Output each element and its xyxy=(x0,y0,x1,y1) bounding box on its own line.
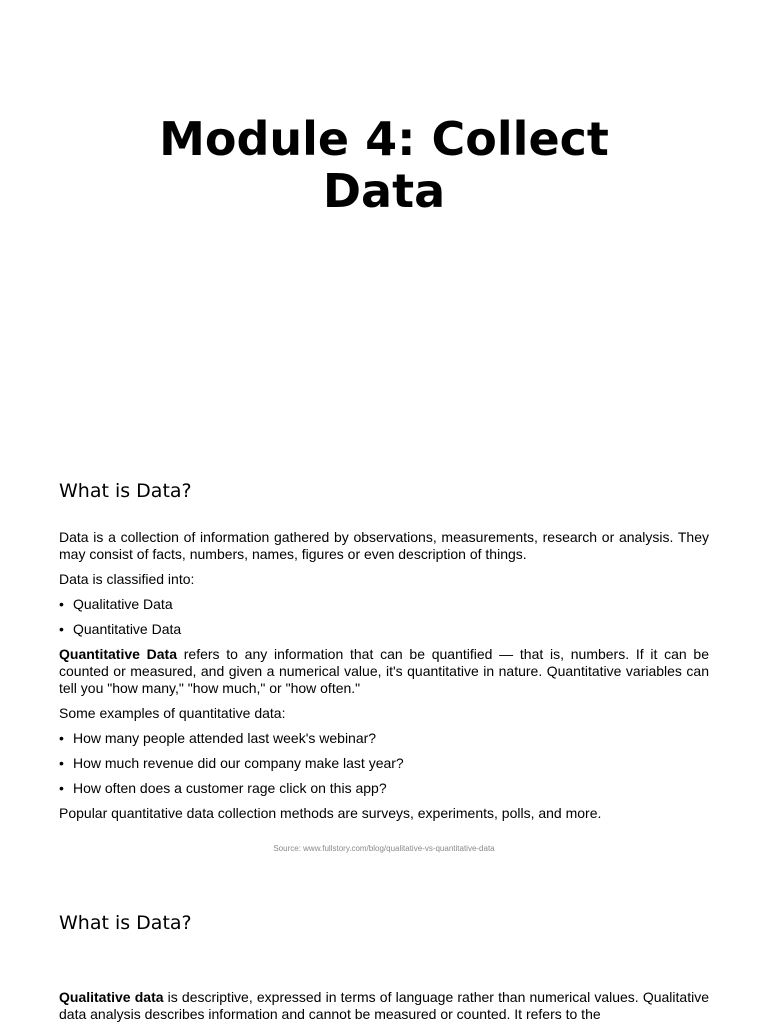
title-line-2: Data xyxy=(322,164,446,218)
slide-what-is-data-2 xyxy=(59,911,709,935)
quantitative-definition xyxy=(59,646,709,697)
classified-text: Data is classified into: xyxy=(59,571,195,587)
list-item: • Quantitative Data xyxy=(59,621,709,638)
page-title xyxy=(0,113,768,217)
source-citation: Source: www.fullstory.com/blog/qualitative-vs-quantitative-data xyxy=(273,844,495,853)
title-line-1: Module 4: Collect xyxy=(159,112,609,166)
qualitative-term: Qualitative data xyxy=(59,989,164,1005)
section-heading: What is Data? xyxy=(59,480,192,502)
list-item: • How many people attended last week's webinar? xyxy=(59,730,709,747)
qualitative-definition-text: is descriptive, expressed in terms of language rather than numerical values. Qualitative data analysis describes information and cannot be measured or counted. It refers to the xyxy=(59,989,709,1022)
list-item: • Qualitative Data xyxy=(59,596,709,613)
examples-list xyxy=(59,730,709,797)
data-types-list xyxy=(59,596,709,638)
list-item: • How often does a customer rage click on this app? xyxy=(59,780,709,797)
intro-paragraph: Data is a collection of information gathered by observations, measurements, research or analysis. They may consist of facts, numbers, names, figures or even description of things. xyxy=(59,529,709,562)
quantitative-definition-text: refers to any information that can be quantified — that is, numbers. If it can be counted or measured, and given a numerical value, it's quantitative in nature. Quantitative variables can tell you "how many," "how much," or "how often." xyxy=(59,646,710,696)
methods-text: Popular quantitative data collection methods are surveys, experiments, polls, and more. xyxy=(59,805,602,821)
slide-body xyxy=(59,529,709,830)
slide-what-is-data-1 xyxy=(59,479,709,503)
section-heading: What is Data? xyxy=(59,912,192,934)
quantitative-term: Quantitative Data xyxy=(59,646,177,662)
qualitative-definition xyxy=(59,989,709,1023)
slide-body xyxy=(59,989,709,1031)
list-item: • How much revenue did our company make last year? xyxy=(59,755,709,772)
examples-intro: Some examples of quantitative data: xyxy=(59,705,286,721)
